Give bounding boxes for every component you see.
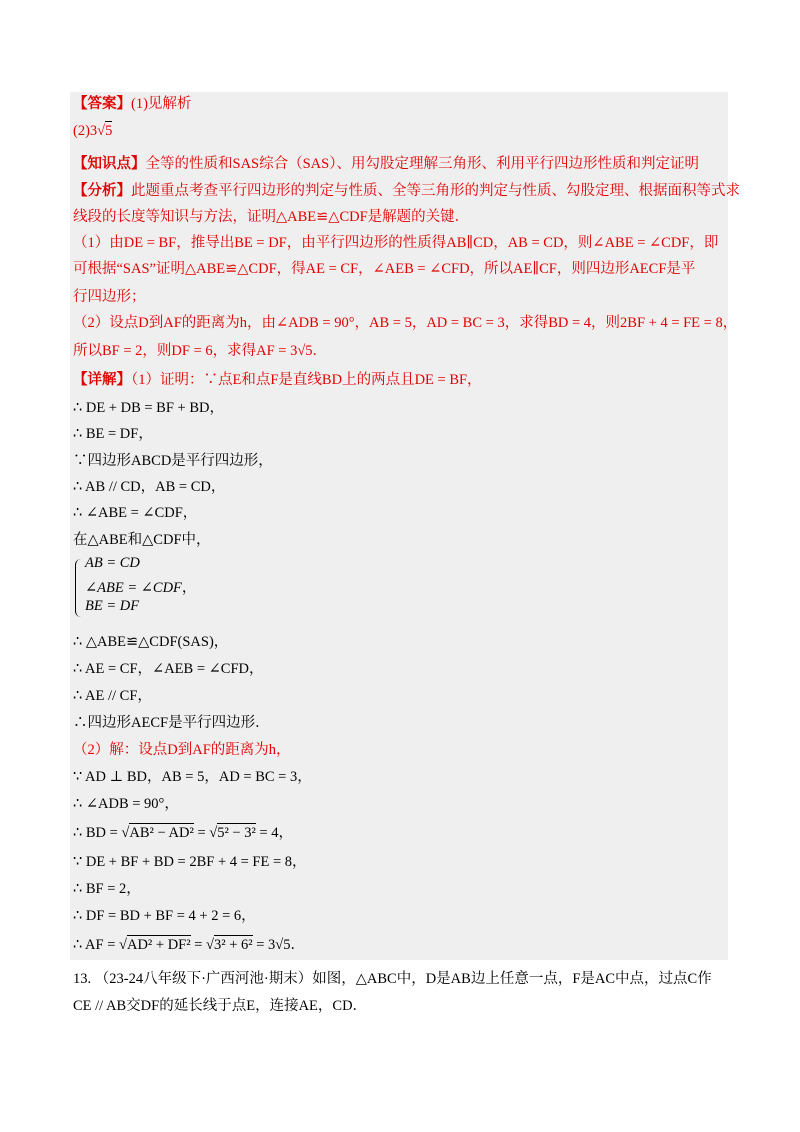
knowledge-text: 全等的性质和SAS综合（SAS）、用勾股定理解三角形、利用平行四边形性质和判定证明 [145, 156, 699, 172]
answer-line [73, 94, 191, 114]
answer-label: 【答案】 [73, 96, 131, 112]
af-result: = 3√5． [252, 937, 305, 953]
system-row-2-text: ∠ABE = ∠CDF [85, 580, 182, 596]
answer-part2-coef: 3 [89, 123, 98, 139]
system-row-1: AB = CD [85, 555, 140, 571]
question-13-line-2: CE // AB交DF的延长线于点E，连接AE，CD． [73, 998, 368, 1014]
detail-line-13: ∵ AD ⊥ BD，AB = 5，AD = BC = 3， [73, 769, 312, 785]
knowledge-label: 【知识点】 [73, 156, 146, 172]
af-mid: = √ [190, 937, 214, 953]
detail-line-2: ∴ DE + DB = BF + BD， [73, 400, 224, 416]
detail-line-1 [73, 370, 482, 390]
detail-line-14: ∴ ∠ADB = 90°， [73, 796, 179, 812]
af-prefix: ∴ AF = √ [73, 937, 127, 953]
bd-mid: = √ [193, 825, 218, 841]
answer-part2-prefix: (2) [73, 123, 90, 139]
bd-prefix: ∴ BD = √ [73, 825, 130, 841]
question-13-line-1: 13. （23-24八年级下·广西河池·期末）如图，△ABC中，D是AB边上任意一点，F是AC中点，过点C作 [73, 971, 712, 987]
analysis-label: 【分析】 [73, 183, 131, 199]
detail-line-7: 在△ABE和△CDF中， [73, 532, 211, 548]
system-row-3: BE = DF [85, 598, 140, 614]
detail-line-18: ∴ DF = BD + BF = 4 + 2 = 6， [73, 908, 256, 924]
analysis-line-7: 所以BF = 2，则DF = 6，求得AF = 3√5． [73, 343, 328, 359]
detail-line-19 [73, 935, 305, 955]
bd-radicand-2: 5² − 3² [217, 825, 256, 841]
af-radicand-1: AD² + DF² [126, 937, 191, 953]
system-row-2-tail: ， [181, 580, 197, 596]
analysis-line-4: 可根据“SAS”证明△ABE≌△CDF，得AE = CF，∠AEB = ∠CFD，所以AE∥CF，则四边形AECF是平 [73, 261, 696, 277]
answer-part1: (1)见解析 [131, 96, 192, 112]
equation-system [73, 555, 233, 621]
detail-text-1: （1）证明：∵点E和点F是直线BD上的两点且DE = BF， [131, 372, 482, 388]
system-row-2 [85, 576, 196, 597]
bd-radicand-1: AB² − AD² [129, 825, 194, 841]
detail-line-17: ∴ BF = 2， [73, 881, 141, 897]
brace [75, 559, 82, 617]
detail-line-6: ∴ ∠ABE = ∠CDF， [73, 505, 198, 521]
detail-label: 【详解】 [73, 372, 131, 388]
detail-line-15 [73, 823, 293, 843]
detail-line-5: ∴ AB // CD，AB = CD， [73, 479, 226, 495]
analysis-line-5: 行四边形； [73, 289, 146, 305]
bd-result: = 4， [255, 825, 294, 841]
analysis-text-1: 此题重点考查平行四边形的判定与性质、全等三角形的判定与性质、勾股定理、根据面积等式求 [131, 183, 740, 199]
detail-line-16: ∵ DE + BF + BD = 2BF + 4 = FE = 8， [73, 854, 307, 870]
detail-line-3: ∴ BE = DF， [73, 426, 153, 442]
analysis-line-6: （2）设点D到AF的距离为h，由∠ADB = 90°，AB = 5，AD = BC = 3，求得BD = 4，则2BF + 4 = FE = 8， [73, 315, 738, 331]
answer-part2-rad: 5 [105, 123, 113, 139]
detail-line-9: ∴ AE = CF，∠AEB = ∠CFD， [73, 661, 264, 677]
answer-part2: (2)3√5 [73, 123, 113, 139]
detail-line-4: ∵四边形ABCD是平行四边形， [73, 453, 273, 469]
detail-line-12: （2）解：设点D到AF的距离为h， [73, 742, 291, 758]
analysis-line-2: 线段的长度等知识与方法，证明△ABE≌△CDF是解题的关键． [73, 209, 470, 225]
analysis-line-3: （1）由DE = BF，推导出BE = DF，由平行四边形的性质得AB∥CD，AB = CD，则∠ABE = ∠CDF，即 [73, 235, 719, 251]
detail-line-11: ∴四边形AECF是平行四边形． [73, 715, 270, 731]
detail-line-10: ∴ AE // CF， [73, 688, 152, 704]
af-radicand-2: 3² + 6² [213, 937, 253, 953]
detail-line-8: ∴ △ABE≌△CDF(SAS)， [73, 634, 229, 650]
analysis-line-1 [73, 181, 740, 201]
knowledge-line [73, 154, 699, 174]
